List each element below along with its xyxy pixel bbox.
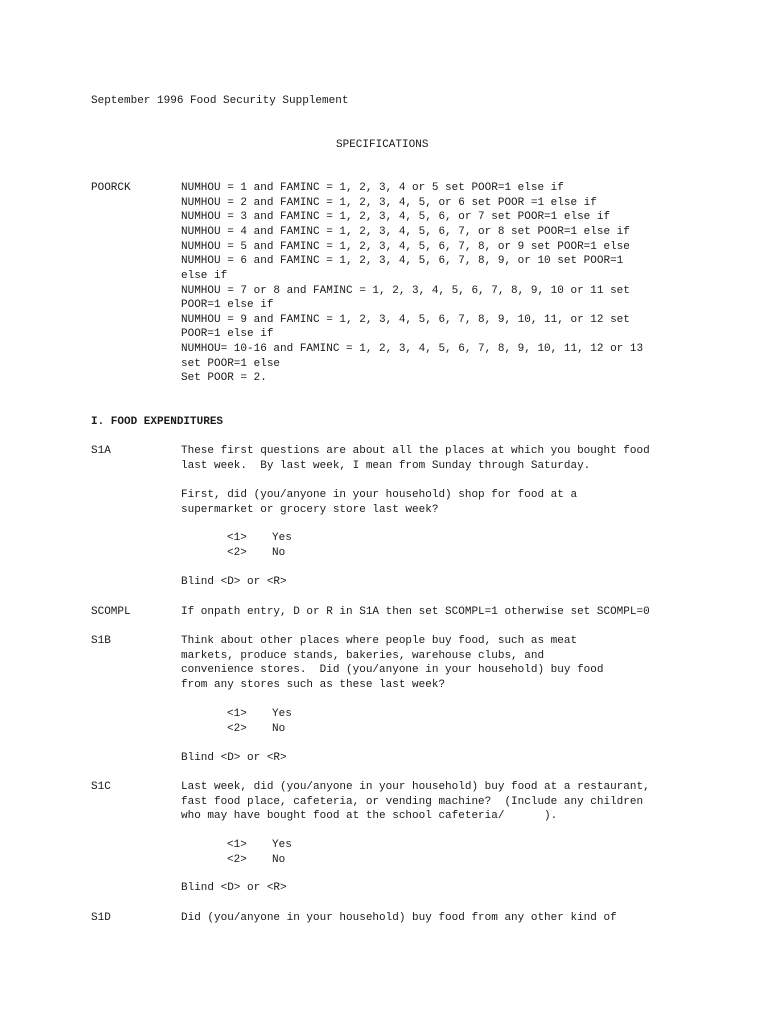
s1a-blind-note: Blind <D> or <R> (181, 576, 287, 588)
s1a-question-line: First, did (you/anyone in your household) shop for food at a (181, 489, 578, 501)
s1c-option-code: <1> (227, 839, 247, 851)
poorck-line: POOR=1 else if (181, 299, 274, 311)
scompl-label: SCOMPL (91, 606, 131, 618)
s1c-blind-note: Blind <D> or <R> (181, 882, 287, 894)
s1c-question-line: Last week, did (you/anyone in your household) buy food at a restaurant, (181, 781, 650, 793)
poorck-line: POOR=1 else if (181, 328, 274, 340)
poorck-line: Set POOR = 2. (181, 372, 267, 384)
s1a-option-label: No (272, 547, 286, 559)
s1b-option-label: Yes (272, 708, 292, 720)
poorck-line: NUMHOU = 4 and FAMINC = 1, 2, 3, 4, 5, 6, 7, or 8 set POOR=1 else if (181, 226, 630, 238)
s1b-label: S1B (91, 635, 111, 647)
s1b-option-code: <2> (227, 723, 247, 735)
s1b-option-label: No (272, 723, 286, 735)
s1a-label: S1A (91, 445, 111, 457)
s1a-question-line: supermarket or grocery store last week? (181, 504, 439, 516)
s1c-option-label: Yes (272, 839, 292, 851)
poorck-line: NUMHOU = 3 and FAMINC = 1, 2, 3, 4, 5, 6, or 7 set POOR=1 else if (181, 211, 611, 223)
s1b-question-line: convenience stores. Did (you/anyone in your household) buy food (181, 664, 604, 676)
poorck-line: NUMHOU = 6 and FAMINC = 1, 2, 3, 4, 5, 6, 7, 8, 9, or 10 set POOR=1 (181, 255, 624, 267)
section-heading: I. FOOD EXPENDITURES (91, 416, 224, 428)
s1d-label: S1D (91, 912, 111, 924)
poorck-line: NUMHOU = 2 and FAMINC = 1, 2, 3, 4, 5, or 6 set POOR =1 else if (181, 197, 597, 209)
s1b-option-code: <1> (227, 708, 247, 720)
poorck-line: NUMHOU = 1 and FAMINC = 1, 2, 3, 4 or 5 set POOR=1 else if (181, 182, 564, 194)
specifications-heading: SPECIFICATIONS (336, 139, 429, 151)
s1d-question-line: Did (you/anyone in your household) buy food from any other kind of (181, 912, 617, 924)
poorck-line: set POOR=1 else (181, 358, 281, 370)
s1a-intro-line: These first questions are about all the places at which you bought food (181, 445, 650, 457)
s1c-option-label: No (272, 854, 286, 866)
s1a-option-code: <1> (227, 532, 247, 544)
s1a-intro-line: last week. By last week, I mean from Sunday through Saturday. (181, 460, 591, 472)
scompl-text: If onpath entry, D or R in S1A then set SCOMPL=1 otherwise set SCOMPL=0 (181, 606, 650, 618)
s1c-question-line: who may have bought food at the school cafeteria/ ). (181, 810, 558, 822)
s1c-question-line: fast food place, cafeteria, or vending machine? (Include any children (181, 796, 644, 808)
poorck-line: NUMHOU = 7 or 8 and FAMINC = 1, 2, 3, 4, 5, 6, 7, 8, 9, 10 or 11 set (181, 285, 630, 297)
poorck-line: NUMHOU = 9 and FAMINC = 1, 2, 3, 4, 5, 6, 7, 8, 9, 10, 11, or 12 set (181, 314, 630, 326)
poorck-line: NUMHOU= 10-16 and FAMINC = 1, 2, 3, 4, 5, 6, 7, 8, 9, 10, 11, 12 or 13 (181, 343, 644, 355)
poorck-line: NUMHOU = 5 and FAMINC = 1, 2, 3, 4, 5, 6, 7, 8, or 9 set POOR=1 else (181, 241, 630, 253)
poorck-line: else if (181, 270, 228, 282)
s1a-option-label: Yes (272, 532, 292, 544)
s1a-option-code: <2> (227, 547, 247, 559)
s1b-question-line: from any stores such as these last week? (181, 679, 446, 691)
poorck-label: POORCK (91, 182, 131, 194)
s1c-label: S1C (91, 781, 111, 793)
s1b-question-line: Think about other places where people buy food, such as meat (181, 635, 578, 647)
s1b-question-line: markets, produce stands, bakeries, warehouse clubs, and (181, 650, 545, 662)
document-title: September 1996 Food Security Supplement (91, 95, 349, 107)
s1b-blind-note: Blind <D> or <R> (181, 752, 287, 764)
s1c-option-code: <2> (227, 854, 247, 866)
